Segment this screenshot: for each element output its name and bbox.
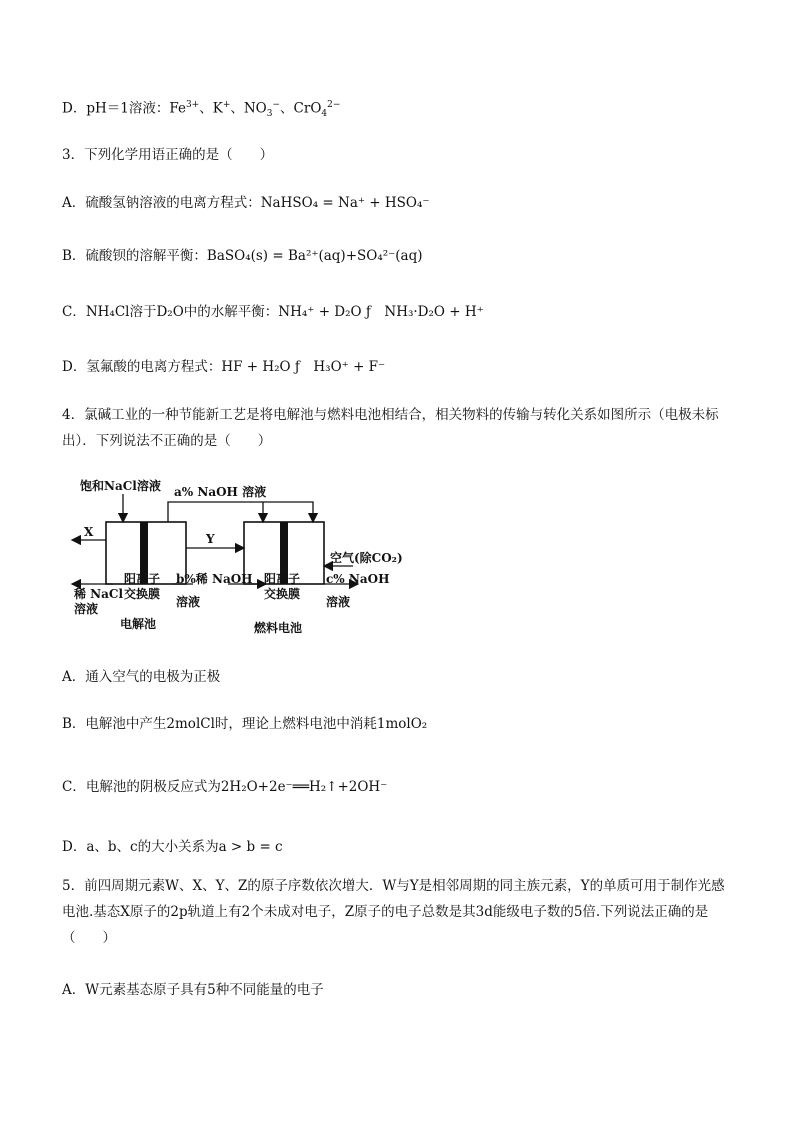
label-naoh-c-2: 溶液	[326, 595, 351, 609]
question-3-option-b: B．硫酸钡的溶解平衡：BaSO₄(s) = Ba²⁺(aq)+SO₄²⁻(aq)	[62, 248, 423, 264]
naoh-recycle-line	[168, 502, 313, 522]
question-3-option-c: C．NH₄Cl溶于D₂O中的水解平衡：NH₄⁺ + D₂O ƒ NH₃·D₂O + H⁺	[62, 304, 484, 320]
label-dilute-nacl-2: 溶液	[74, 602, 99, 616]
question-5-option-a: A．W元素基态原子具有5种不同能量的电子	[62, 982, 324, 998]
label-naoh-a: a% NaOH 溶液	[174, 485, 267, 499]
q2d-text-1: D．pH＝1溶液：Fe	[62, 100, 186, 117]
question-3-option-d: D．氢氟酸的电离方程式：HF + H₂O ƒ H₃O⁺ + F⁻	[62, 359, 386, 375]
label-naoh-b-2: 溶液	[176, 595, 201, 609]
q2d-text-4: 、CrO	[280, 100, 322, 117]
q2d-sup-2: +	[222, 100, 231, 110]
label-membrane-1a: 阳离子	[124, 572, 161, 586]
question-4-option-b: B．电解池中产生2molCl时，理论上燃料电池中消耗1molO₂	[62, 716, 428, 732]
question-4-option-d: D．a、b、c的大小关系为a > b = c	[62, 839, 283, 855]
label-naoh-c: c% NaOH	[326, 572, 390, 586]
label-air: 空气(除CO₂)	[330, 551, 403, 565]
label-electrolysis-cell: 电解池	[120, 617, 157, 631]
label-membrane-2a: 阳离子	[264, 572, 301, 586]
label-membrane-2b: 交换膜	[264, 587, 301, 601]
label-membrane-1b: 交换膜	[124, 587, 161, 601]
question-3-stem: 3．下列化学用语正确的是（ ）	[62, 147, 274, 163]
label-fuel-cell: 燃料电池	[254, 621, 303, 635]
q2d-sup-1: 3+	[185, 100, 200, 110]
label-y: Y	[206, 532, 215, 546]
electrolysis-fuel-cell-diagram	[68, 470, 408, 640]
q2d-text-3: 、NO	[230, 100, 267, 117]
question-4-option-c: C．电解池的阴极反应式为2H₂O+2e⁻══H₂↑+2OH⁻	[62, 779, 388, 795]
q2d-text-2: 、K	[199, 100, 223, 117]
label-x: X	[84, 525, 94, 539]
q2d-sup-4: 2−	[327, 100, 341, 110]
question-3-option-a: A．硫酸氢钠溶液的电离方程式：NaHSO₄ = Na⁺ + HSO₄⁻	[62, 195, 430, 211]
q2d-sup-3: −	[272, 100, 281, 110]
question-5-stem: 5．前四周期元素W、X、Y、Z的原子序数依次增大．W与Y是相邻周期的同主族元素，Y的单质可用于制作光感电池.基态X原子的2p轨道上有2个未成对电子，Z原子的电子总数是其3d能级电子数的5倍.下列说法正确的是（ ）	[62, 878, 725, 946]
diagram-svg	[68, 470, 408, 640]
question-4-option-a: A．通入空气的电极为正极	[62, 669, 221, 685]
q2d-sub-3: 3	[266, 109, 273, 120]
label-naoh-b: b%稀 NaOH	[176, 572, 253, 586]
question-4-stem: 4．氯碱工业的一种节能新工艺是将电解池与燃料电池相结合，相关物料的传输与转化关系如图所示（电极未标出）．下列说法不正确的是（ ）	[62, 407, 719, 449]
question-2-option-d	[62, 96, 340, 123]
label-sat-nacl: 饱和NaCl溶液	[80, 479, 161, 493]
q2d-sub-4: 4	[321, 109, 328, 120]
label-dilute-nacl: 稀 NaCl	[74, 587, 124, 601]
